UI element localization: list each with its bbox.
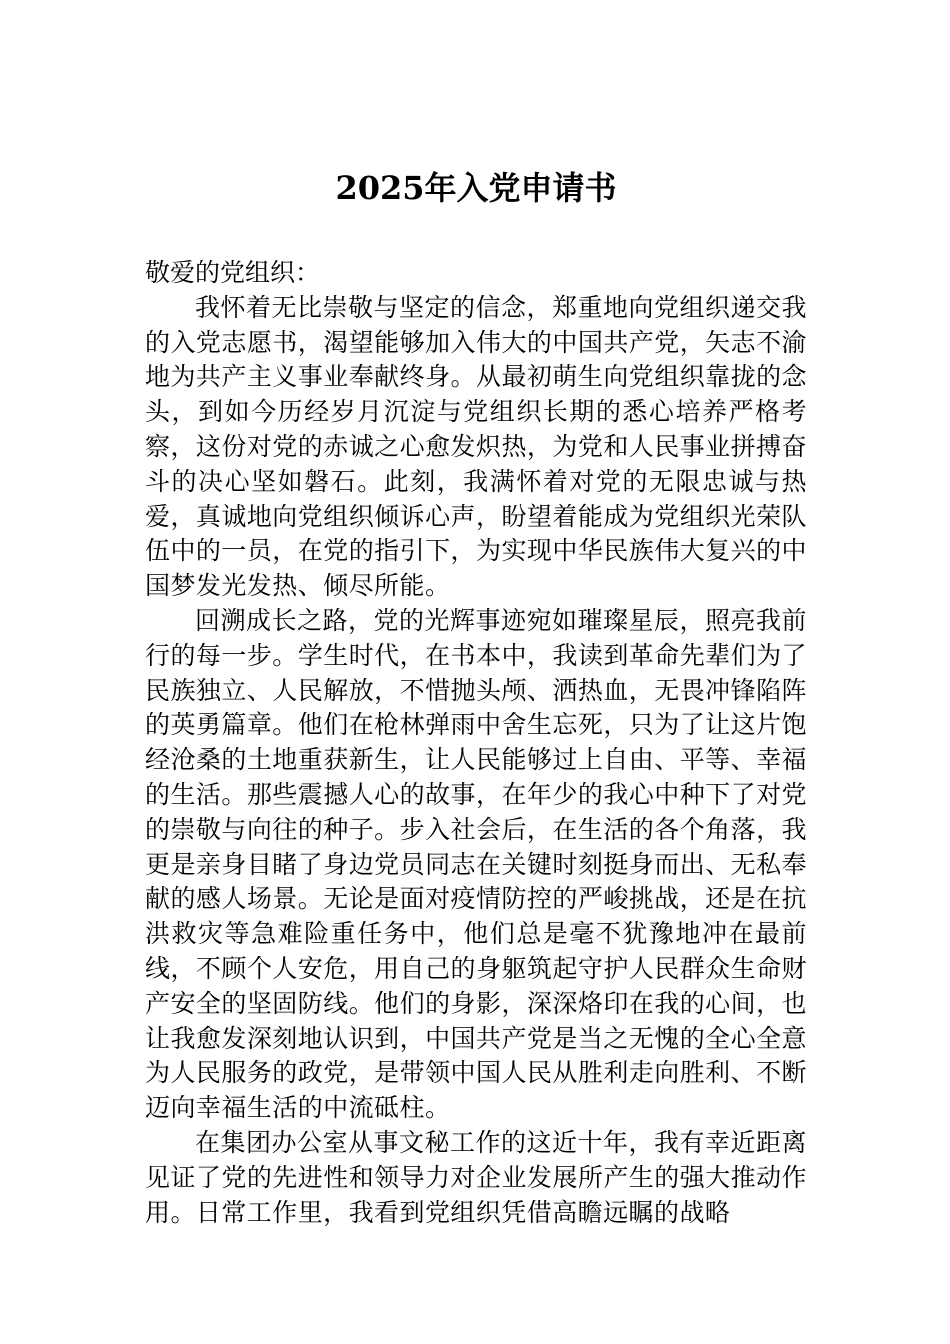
document-title: 2025年入党申请书 (335, 169, 617, 207)
salutation: 敬爱的党组织： (145, 258, 321, 287)
paragraph-2: 回溯成长之路，党的光辉事迹宛如璀璨星辰，照亮我前行的每一步。学生时代，在书本中，我读到革命先辈们为了民族独立、人民解放，不惜抛头颅、洒热血，无畏冲锋陷阵的英勇篇章。他们在枪林弹雨中舍生忘死，只为了让这片饱经沧桑的土地重获新生，让人民能够过上自由、平等、幸福的生活。那些震撼人心的故事，在年少的我心中种下了对党的崇敬与向往的种子。步入社会后，在生活的各个角落，我更是亲身目睹了身边党员同志在关键时刻挺身而出、无私奉献的感人场景。无论是面对疫情防控的严峻挑战，还是在抗洪救灾等急难险重任务中，他们总是毫不犹豫地冲在最前线，不顾个人安危，用自己的身躯筑起守护人民群众生命财产安全的坚固防线。他们的身影，深深烙印在我的心间，也让我愈发深刻地认识到，中国共产党是当之无愧的全心全意为人民服务的政党，是带领中国人民从胜利走向胜利、不断迈向幸福生活的中流砥柱。 (145, 605, 807, 1123)
document-page (145, 160, 807, 1230)
paragraph-3: 在集团办公室从事文秘工作的这近十年，我有幸近距离见证了党的先进性和领导力对企业发展所产生的强大推动作用。日常工作里，我看到党组织凭借高瞻远瞩的战略 (145, 1127, 807, 1227)
paragraph-1: 我怀着无比崇敬与坚定的信念，郑重地向党组织递交我的入党志愿书，渴望能够加入伟大的中国共产党，矢志不渝地为共产主义事业奉献终身。从最初萌生向党组织靠拢的念头，到如今历经岁月沉淀与党组织长期的悉心培养严格考察，这份对党的赤诚之心愈发炽热，为党和人民事业拼搏奋斗的决心坚如磐石。此刻，我满怀着对党的无限忠诚与热爱，真诚地向党组织倾诉心声，盼望着能成为党组织光荣队伍中的一员，在党的指引下，为实现中华民族伟大复兴的中国梦发光发热、倾尽所能。 (145, 292, 807, 601)
